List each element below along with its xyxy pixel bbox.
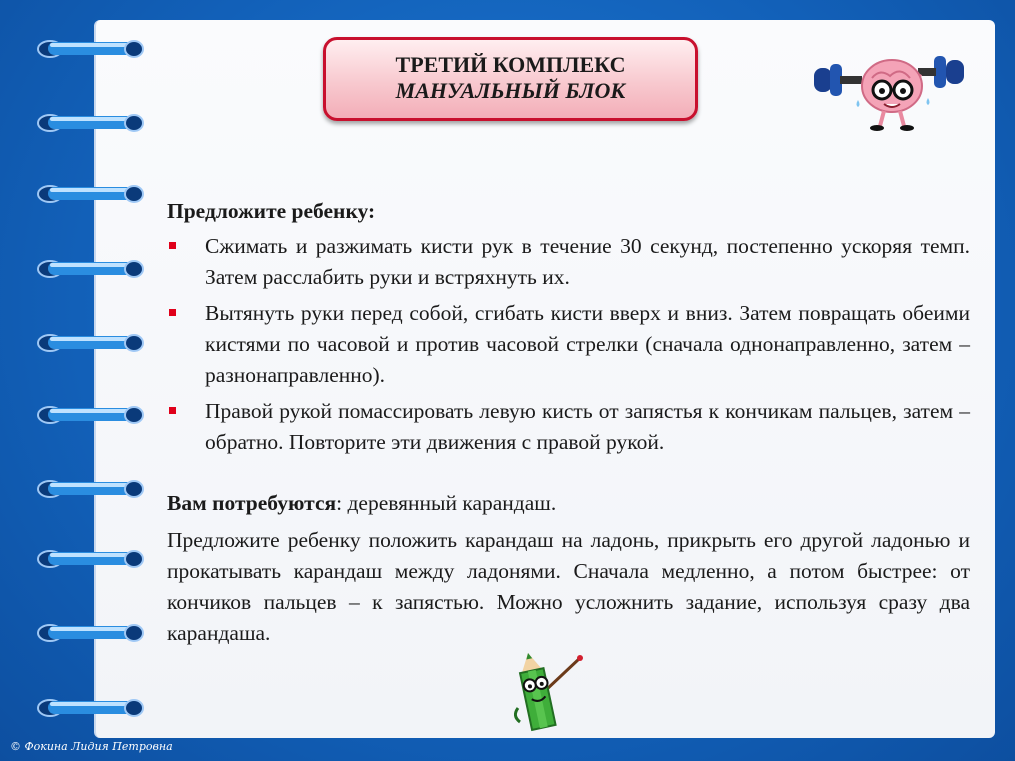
exercise-list [167, 231, 970, 458]
list-item [167, 396, 970, 458]
binder-ring-icon [36, 112, 144, 134]
binder-ring-icon [36, 183, 144, 205]
title-line-1: ТРЕТИЙ КОМПЛЕКС [395, 52, 626, 77]
title-box [323, 37, 698, 121]
bullet-square-icon [169, 407, 176, 414]
list-item-text: Правой рукой помассировать левую кисть от запястья к кончикам пальцев, затем – обратно. Повторите эти движения с правой рукой. [205, 399, 970, 454]
list-item [167, 231, 970, 293]
binder-ring-icon [36, 332, 144, 354]
title-line-2: МАНУАЛЬНЫЙ БЛОК [395, 78, 626, 103]
bullet-square-icon [169, 309, 176, 316]
bullet-square-icon [169, 242, 176, 249]
needs-value: : деревянный карандаш. [336, 491, 557, 515]
binder-ring-icon [36, 404, 144, 426]
needs-label: Вам потребуются [167, 491, 337, 515]
content [167, 196, 970, 649]
needs-line [167, 488, 970, 519]
pencil-character-icon [498, 650, 588, 740]
copyright-signature: © Фокина Лидия Петровна [10, 740, 173, 753]
list-item-text: Вытянуть руки перед собой, сгибать кисти вверх и вниз. Затем повращать обеими кистями по часовой и против часовой стрелки (сначала однонаправленно, затем – разнонаправленно). [205, 301, 970, 387]
binder-ring-icon [36, 478, 144, 500]
binder-ring-icon [36, 258, 144, 280]
brain-dumbbells-icon [810, 38, 975, 138]
pencil-exercise-paragraph: Предложите ребенку положить карандаш на ладонь, прикрыть его другой ладонью и прокатывать карандаш между ладонями. Сначала медленно, а потом быстрее: от кончиков пальцев – к запястью. Можно усложнить задание, используя сразу два карандаша. [167, 528, 970, 645]
binder-ring-icon [36, 38, 144, 60]
binder-ring-icon [36, 622, 144, 644]
list-item [167, 298, 970, 391]
instruction-heading: Предложите ребенку: [167, 199, 376, 223]
binder-ring-icon [36, 697, 144, 719]
binder-ring-icon [36, 548, 144, 570]
list-item-text: Сжимать и разжимать кисти рук в течение 30 секунд, постепенно ускоряя темп. Затем расслабить руки и встряхнуть их. [205, 234, 970, 289]
